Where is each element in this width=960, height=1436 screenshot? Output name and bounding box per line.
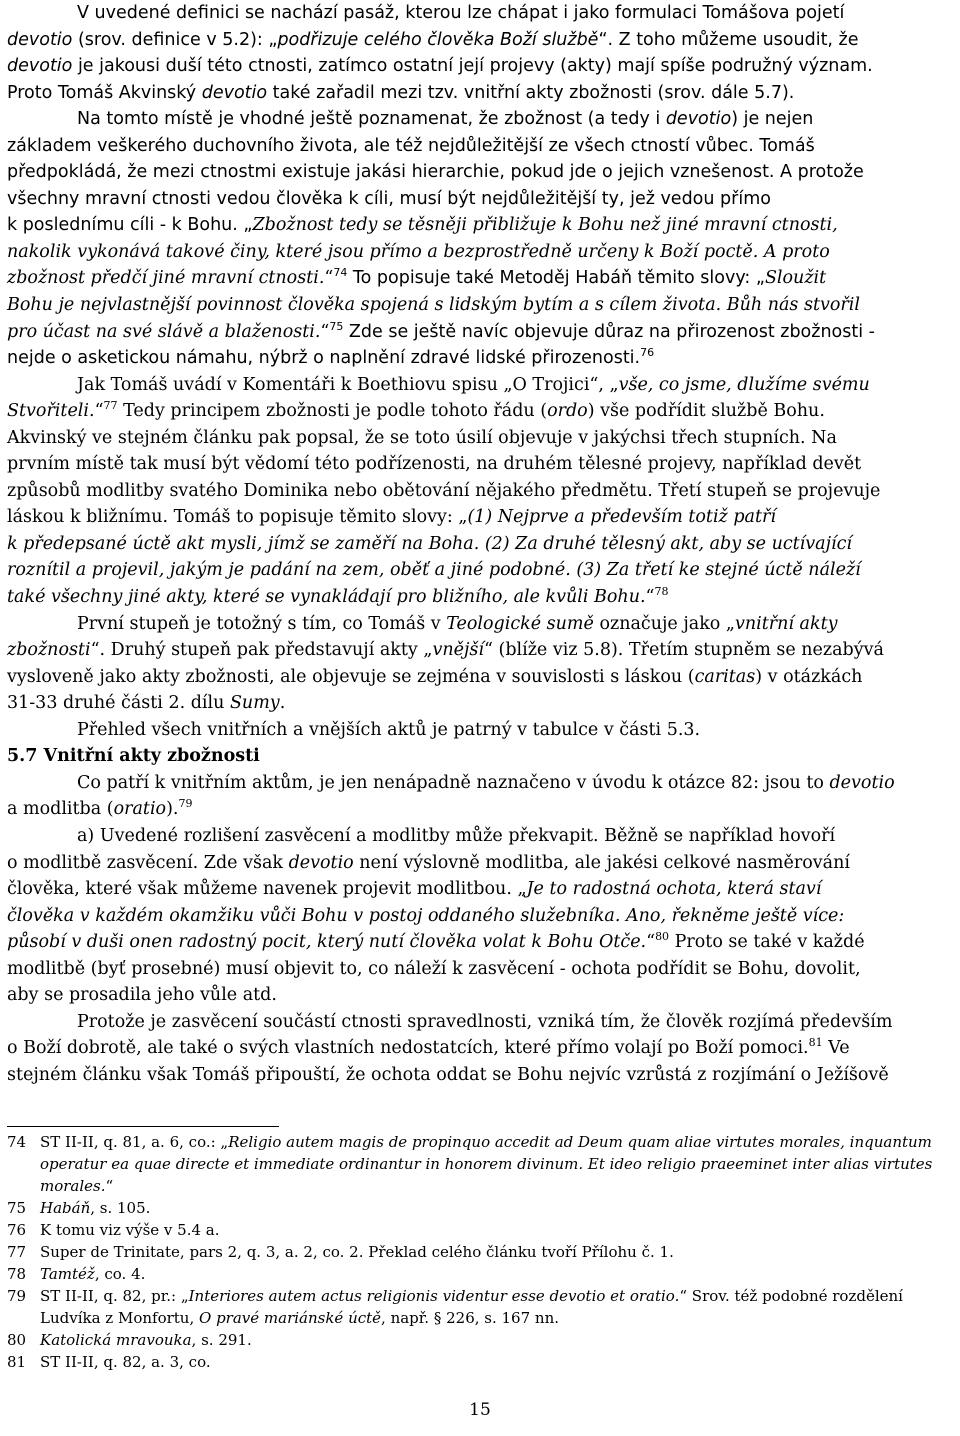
text-line: k poslednímu cíli - k Bohu. „Zbožnost tedy se těsněji přibližuje k Bohu než jiné mravní ctnosti,	[7, 215, 838, 236]
text-line: také všechny jiné akty, které se vynakládají pro bližního, ale kvůli Bohu.“$^{78}$	[7, 585, 669, 608]
text-line: První stupeň je totožný s tím, co Tomáš v Teologické sumě označuje jako „vnitřní akty	[77, 613, 838, 634]
text-line: vysloveně jako akty zbožnosti, ale objevuje se zejména v souvislosti s láskou (caritas) v otázkách	[7, 666, 863, 687]
footnote-ref: 74	[333, 266, 348, 280]
footnote-number: 77	[7, 1243, 27, 1261]
text-line: V uvedené definici se nachází pasáž, kterou lze chápat i jako formulaci Tomášova pojetí	[77, 3, 845, 23]
text-line: působí v duši onen radostný pocit, který nutí člověka volat k Bohu Otče.“$^{80}$ Proto se také v každé	[7, 930, 865, 953]
text-line: Akvinský ve stejném článku pak popsal, že se toto úsilí objevuje v jakýchsi třech stupních. Na	[7, 427, 837, 448]
footnote	[7, 1197, 952, 1219]
text-line: základem veškerého duchovního života, ale též nejdůležitější ze všech ctností vůbec. Tomáš	[7, 135, 815, 156]
text-line: člověka, které však můžeme navenek projevit modlitbou. „Je to radostná ochota, která staví	[7, 879, 822, 900]
footnote-ref: 80	[655, 930, 670, 944]
text-line: stejném článku však Tomáš připouští, že ochota oddat se Bohu nejvíc vzrůstá z rozjímání o Ježíšově	[7, 1064, 889, 1085]
section-heading: 5.7 Vnitřní akty zbožnosti	[7, 746, 260, 767]
footnote-ref: 79	[178, 797, 193, 811]
footnote-text: ST II-II, q. 82, pr.: „Interiores autem actus religionis videntur esse devotio et oratio.“ Srov. též podobné rozdělení Ludvíka z Monfortu, O pravé mariánské úctě, např. § 226, s. 167 nn.	[40, 1287, 903, 1327]
footnote	[7, 1131, 952, 1197]
footnote-text: Tamtéž, co. 4.	[40, 1265, 146, 1283]
text-line: způsobů modlitby svatého Dominika nebo obětování nějakého předmětu. Třetí stupeň se projevuje	[7, 480, 881, 501]
footnote-text: K tomu viz výše v 5.4 a.	[40, 1221, 220, 1239]
footnote-number: 79	[7, 1287, 27, 1305]
text-line: předpokládá, že mezi ctnostmi existuje jakási hierarchie, pokud jde o jejich vznešenost. A protože	[7, 162, 864, 183]
footnote-number: 76	[7, 1221, 27, 1239]
footnote-number: 81	[7, 1353, 27, 1371]
text-line: 31-33 druhé části 2. dílu Sumy.	[7, 693, 286, 714]
footnote-text: Habáň, s. 105.	[40, 1199, 151, 1217]
text-line: devotio (srov. definice v 5.2): „podřizuje celého člověka Boží službě“. Z toho můžeme usoudit, že	[7, 29, 859, 50]
footnote-text: ST II-II, q. 82, a. 3, co.	[40, 1353, 211, 1371]
footnote-ref: 81	[808, 1036, 823, 1050]
text-line: Bohu je nejvlastnější povinnost člověka spojená s lidským bytím a s cílem života. Bůh nás stvořil	[7, 295, 860, 316]
text-line: a) Uvedené rozlišení zasvěcení a modlitby může překvapit. Běžně se například hovoří	[77, 825, 836, 846]
footnotes	[7, 1131, 952, 1373]
footnote	[7, 1285, 952, 1329]
text-line: všechny mravní ctnosti vedou člověka k cíli, musí být nejdůležitější ty, jež vedou přímo	[7, 188, 771, 209]
footnote	[7, 1263, 952, 1285]
body-text	[7, 0, 947, 1088]
text-line: Jak Tomáš uvádí v Komentáři k Boethiovu spisu „O Trojici“, „vše, co jsme, dlužíme svému	[77, 374, 870, 395]
text-line: nakolik vykonává takové činy, které jsou přímo a bezprostředně určeny k Boží poctě. A proto	[7, 241, 830, 262]
text-line: zbožnost předčí jiné mravní ctnosti.“$^{74}$ To popisuje také Metoděj Habáň těmito slovy: „Sloužit	[7, 266, 827, 289]
text-line: nejde o asketickou námahu, nýbrž o naplnění zdravé lidské přirozenosti.$^{76}$	[7, 346, 655, 369]
footnote-number: 78	[7, 1265, 27, 1283]
page-number: 15	[469, 1400, 491, 1420]
text-line: roznítil a projevil, jakým je padání na zem, oběť a jiné podobné. (3) Za třetí ke stejné úctě náleží	[7, 560, 861, 581]
text-line: aby se prosadila jeho vůle atd.	[7, 985, 277, 1006]
text-line: Protože je zasvěcení součástí ctnosti spravedlnosti, vzniká tím, že člověk rozjímá především	[77, 1011, 893, 1032]
text-line: Stvořiteli.“$^{77}$ Tedy principem zbožnosti je podle tohoto řádu (ordo) vše podřídit službě Bohu.	[7, 399, 825, 422]
footnote-separator	[7, 1126, 279, 1127]
footnote-text: ST II-II, q. 81, a. 6, co.: „Religio autem magis de propinquo accedit ad Deum quam aliae virtutes morales, inquantum operatur ea quae directe et immediate ordinantur in honorem divinum. Et ideo religio praeeminet inter alias virtutes morales.“	[40, 1133, 933, 1195]
text-line: Na tomto místě je vhodné ještě poznamenat, že zbožnost (a tedy i devotio) je nejen	[77, 109, 814, 130]
text-line: člověka v každém okamžiku vůči Bohu v postoj oddaného služebníka. Ano, řekněme ještě více:	[7, 905, 845, 926]
text-line: Přehled všech vnitřních a vnějších aktů je patrný v tabulce v části 5.3.	[77, 719, 701, 740]
footnote-ref: 75	[329, 319, 344, 333]
text-line: láskou k bližnímu. Tomáš to popisuje těmito slovy: „(1) Nejprve a především totiž patří	[7, 507, 776, 528]
footnote	[7, 1329, 952, 1351]
text-line: Co patří k vnitřním aktům, je jen nenápadně naznačeno v úvodu k otázce 82: jsou to devotio	[77, 772, 895, 793]
text-line: zbožnosti“. Druhý stupeň pak představují akty „vnější“ (blíže viz 5.8). Třetím stupněm se nezabývá	[7, 640, 884, 661]
text-line: prvním místě tak musí být vědomí této podřízenosti, na druhém tělesné projevy, například devět	[7, 454, 862, 475]
footnote	[7, 1241, 952, 1263]
text-line: modlitbě (byť prosebné) musí objevit to, co náleží k zasvěcení - ochota podřídit se Bohu, dovolit,	[7, 958, 861, 979]
text-line: k předepsané úctě akt mysli, jímž se zaměří na Boha. (2) Za druhé tělesný akt, aby se uctívající	[7, 533, 853, 554]
text-line: o Boží dobrotě, ale také o svých vlastních nedostatcích, které přímo volají po Boží pomoci.$^{81}$ Ve	[7, 1036, 850, 1059]
footnote	[7, 1219, 952, 1241]
footnote	[7, 1351, 952, 1373]
footnote-number: 75	[7, 1199, 27, 1217]
text-line: pro účast na své slávě a blaženosti.“$^{75}$ Zde se ještě navíc objevuje důraz na přirozenost zbožnosti -	[7, 319, 875, 342]
footnote-text: Katolická mravouka, s. 291.	[40, 1331, 252, 1349]
footnote-number: 80	[7, 1331, 27, 1349]
footnote-number: 74	[7, 1133, 27, 1151]
text-line: o modlitbě zasvěcení. Zde však devotio není výslovně modlitba, ale jakési celkové nasměrování	[7, 852, 850, 873]
footnote-ref: 78	[654, 585, 669, 599]
text-line: a modlitba (oratio).$^{79}$	[7, 797, 193, 820]
text-line: Proto Tomáš Akvinský devotio také zařadil mezi tzv. vnitřní akty zbožnosti (srov. dále 5.7).	[7, 82, 795, 103]
text-line: devotio je jakousi duší této ctnosti, zatímco ostatní její projevy (akty) mají spíše podružný význam.	[7, 56, 873, 77]
footnote-text: Super de Trinitate, pars 2, q. 3, a. 2, co. 2. Překlad celého článku tvoří Přílohu č. 1.	[40, 1243, 674, 1261]
footnote-ref: 77	[103, 399, 118, 413]
footnote-ref: 76	[640, 346, 655, 360]
